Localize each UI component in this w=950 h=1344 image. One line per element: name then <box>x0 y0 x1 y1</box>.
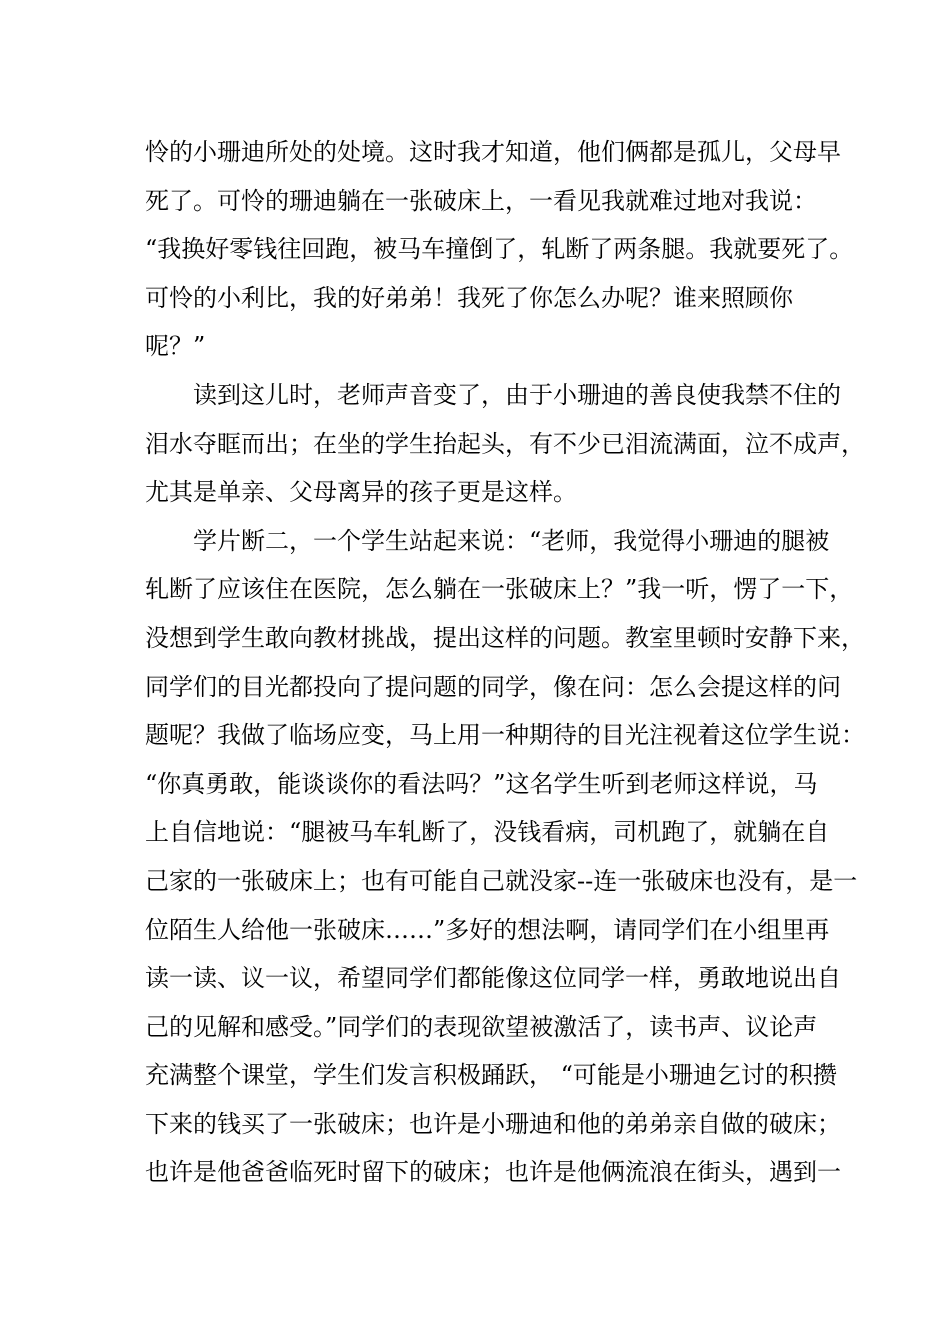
text-line: 怜的小珊迪所处的处境。这时我才知道，他们俩都是孤儿，父母早 <box>145 138 841 166</box>
text-line: 己家的一张破床上；也有可能自己就没家--连一张破床也没有，是一 <box>145 866 858 895</box>
text-line: 己的见解和感受。”同学们的表现欲望被激活了，读书声、议论声 <box>145 1012 818 1041</box>
text-line: 题呢？我做了临场应变，马上用一种期待的目光注视着这位学生说： <box>145 721 865 750</box>
text-line: 位陌生人给他一张破床……”多好的想法啊，请同学们在小组里再 <box>145 915 830 944</box>
paragraph-start-line: 读到这儿时，老师声音变了，由于小珊迪的善良使我禁不住的 <box>193 380 841 409</box>
text-line: 尤其是单亲、父母离异的孩子更是这样。 <box>145 478 577 507</box>
text-line: 呢？” <box>145 332 206 361</box>
text-line: 上自信地说：“腿被马车轧断了，没钱看病，司机跑了，就躺在自 <box>145 818 830 847</box>
text-line: 充满整个课堂，学生们发言积极踊跃， “可能是小珊迪乞讨的积攒 <box>145 1061 837 1090</box>
text-line: 同学们的目光都投向了提问题的同学，像在问：怎么会提这样的问 <box>145 672 841 701</box>
text-line: 泪水夺眶而出；在坐的学生抬起头，有不少已泪流满面，泣不成声， <box>145 429 865 458</box>
text-line: 也许是他爸爸临死时留下的破床；也许是他俩流浪在街头，遇到一 <box>145 1158 841 1187</box>
paragraph-start-line: 学片断二，一个学生站起来说：“老师，我觉得小珊迪的腿被 <box>193 526 830 555</box>
text-line: “我换好零钱往回跑，被马车撞倒了，轧断了两条腿。我就要死了。 <box>145 235 854 264</box>
text-line: “你真勇敢，能谈谈你的看法吗？”这名学生听到老师这样说，马 <box>145 769 818 798</box>
text-line: 下来的钱买了一张破床；也许是小珊迪和他的弟弟亲自做的破床； <box>145 1109 841 1138</box>
text-line: 死了。可怜的珊迪躺在一张破床上，一看见我就难过地对我说： <box>145 186 817 215</box>
text-line: 读一读、议一议，希望同学们都能像这位同学一样，勇敢地说出自 <box>145 964 841 993</box>
text-line: 轧断了应该住在医院，怎么躺在一张破床上？”我一听，愣了一下， <box>145 575 854 604</box>
text-line: 没想到学生敢向教材挑战，提出这样的问题。教室里顿时安静下来， <box>145 623 865 652</box>
text-line: 可怜的小利比，我的好弟弟！我死了你怎么办呢？谁来照顾你 <box>145 283 793 312</box>
body-text <box>145 128 865 1197</box>
